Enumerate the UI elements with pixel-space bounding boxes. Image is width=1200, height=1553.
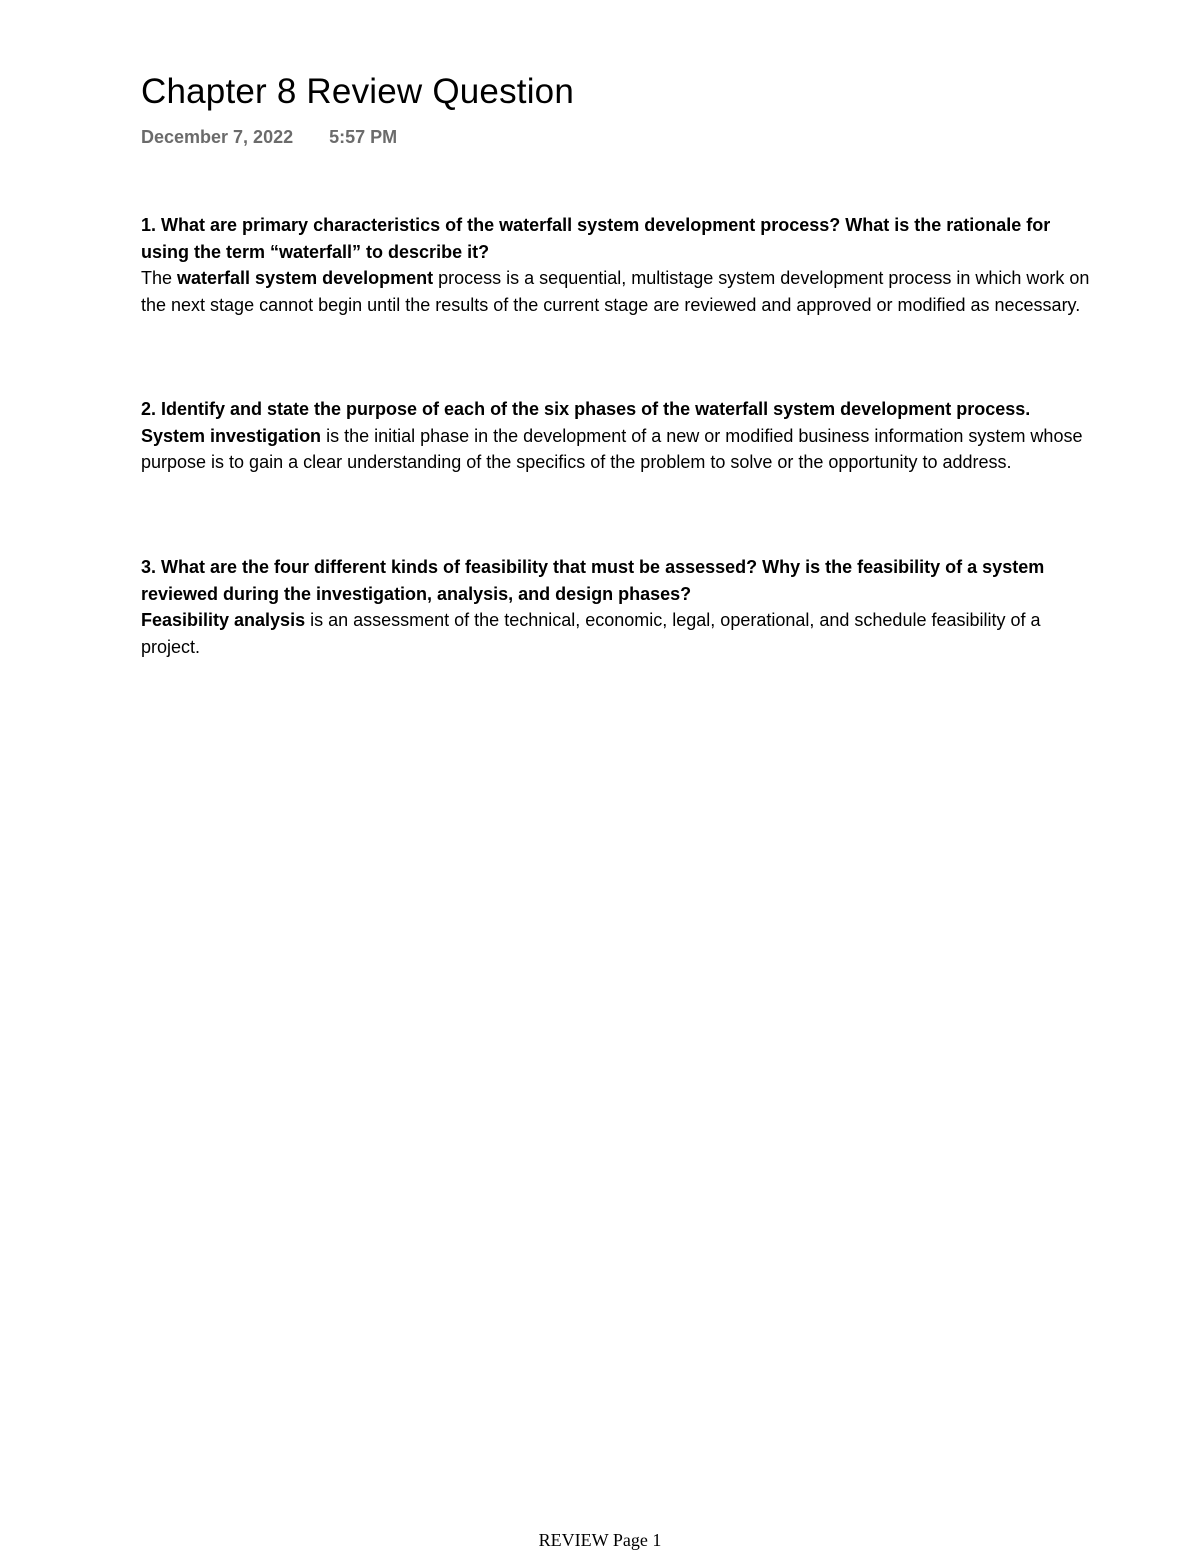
answer-text (141, 607, 1101, 660)
question-block-2 (141, 396, 1101, 476)
question-text: 2. Identify and state the purpose of each of the six phases of the waterfall system development process. (141, 399, 1031, 419)
question-text: 1. What are primary characteristics of the waterfall system development process? What is the rationale for using the term “waterfall” to describe it? (141, 215, 1051, 262)
page-time: 5:57 PM (329, 127, 398, 147)
page-date: December 7, 2022 (141, 127, 294, 147)
question-block-3 (141, 554, 1101, 660)
page-footer: REVIEW Page 1 (538, 1530, 662, 1550)
question-block-1 (141, 212, 1101, 318)
answer-prefix: The (141, 268, 178, 288)
answer-term: Feasibility analysis (141, 610, 306, 630)
answer-body: process is a sequential, multistage system development process in which work on the next stage cannot begin until the results of the current stage are reviewed and approved or modified as necessary. (141, 268, 1090, 315)
page-meta (141, 127, 397, 148)
answer-text (141, 265, 1101, 318)
answer-body: is the initial phase in the development of a new or modified business information system whose purpose is to gain a clear understanding of the specifics of the problem to solve or the opportunity to address. (141, 425, 1083, 472)
question-text: 3. What are the four different kinds of feasibility that must be assessed? Why is the feasibility of a system reviewed during the investigation, analysis, and design phases? (141, 557, 1045, 604)
answer-term: System investigation (141, 425, 322, 446)
answer-text (141, 423, 1101, 476)
answer-term: waterfall system development (177, 268, 434, 288)
answer-body: is an assessment of the technical, economic, legal, operational, and schedule feasibility of a project. (141, 610, 1041, 657)
page-title: Chapter 8 Review Question (141, 72, 574, 111)
